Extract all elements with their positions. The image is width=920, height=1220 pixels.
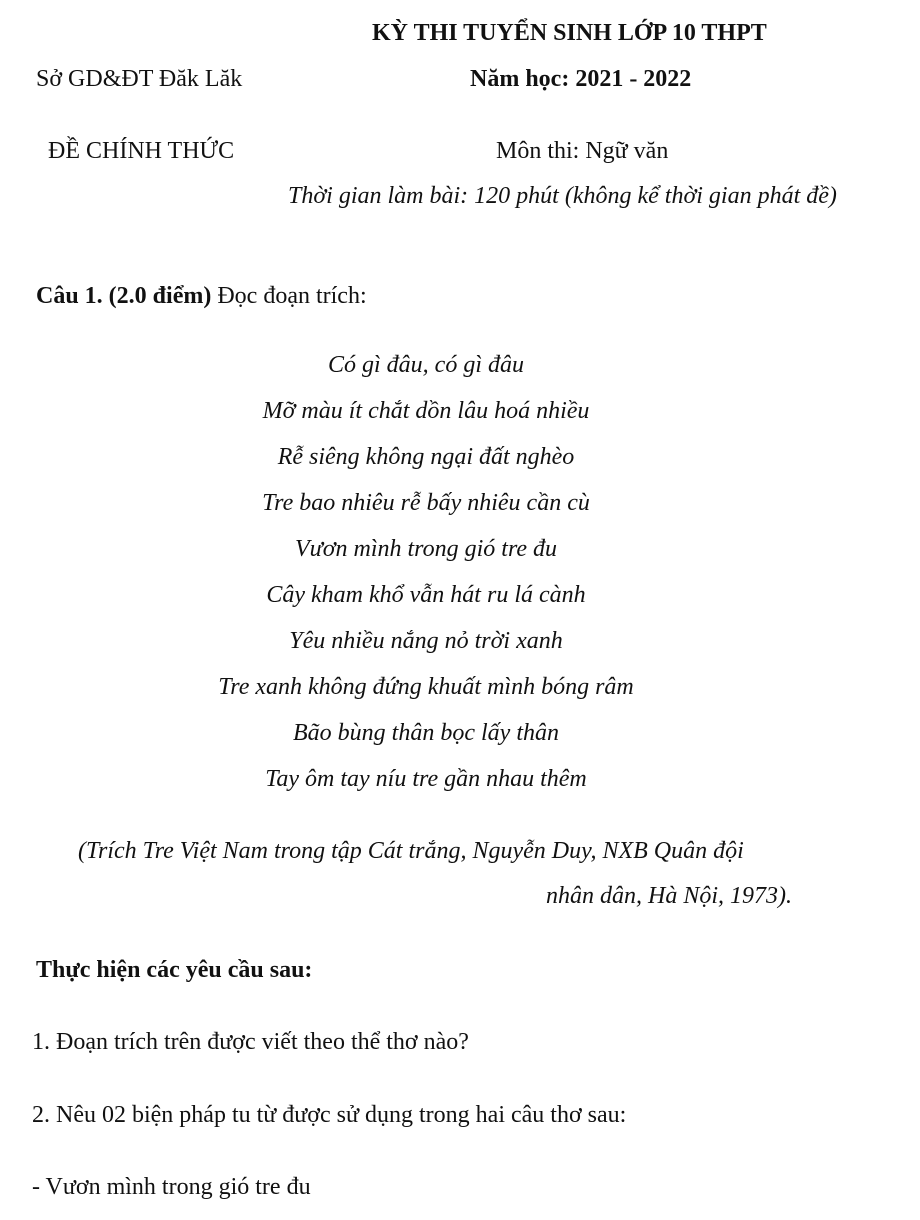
poem-line: Vươn mình trong gió tre đu xyxy=(294,536,558,562)
quoted-poem-line: - Vươn mình trong gió tre đu xyxy=(32,1174,311,1200)
task-item-2: 2. Nêu 02 biện pháp tu từ được sử dụng trong hai câu thơ sau: xyxy=(32,1102,627,1128)
official-exam-label: ĐỀ CHÍNH THỨC xyxy=(48,138,235,164)
question-1-label: Câu 1. (2.0 điểm) xyxy=(36,283,212,309)
poem-line: Tre xanh không đứng khuất mình bóng râm xyxy=(218,674,634,700)
department-name: Sở GD&ĐT Đăk Lăk xyxy=(36,66,243,92)
question-1-instruction: Đọc đoạn trích: xyxy=(211,283,367,309)
poem-citation-line-2: nhân dân, Hà Nội, 1973). xyxy=(546,883,792,909)
poem-line: Bão bùng thân bọc lấy thân xyxy=(293,720,559,746)
exam-duration: Thời gian làm bài: 120 phút (không kể thời gian phát đề) xyxy=(288,183,837,209)
poem-line: Yêu nhiều nắng nỏ trời xanh xyxy=(289,628,563,654)
poem-line: Tay ôm tay níu tre gần nhau thêm xyxy=(265,766,587,792)
poem-citation-line-1: (Trích Tre Việt Nam trong tập Cát trắng, Nguyễn Duy, NXB Quân đội xyxy=(78,838,744,864)
poem-line: Mỡ màu ít chắt dồn lâu hoá nhiều xyxy=(262,398,590,424)
poem-line: Tre bao nhiêu rễ bấy nhiêu cần cù xyxy=(262,490,590,516)
exam-title: KỲ THI TUYỂN SINH LỚP 10 THPT xyxy=(372,20,767,46)
poem-line: Rễ siêng không ngại đất nghèo xyxy=(277,444,575,470)
question-1-heading xyxy=(36,284,367,308)
tasks-heading: Thực hiện các yêu cầu sau: xyxy=(36,957,313,983)
poem-line: Cây kham khổ vẫn hát ru lá cành xyxy=(266,582,586,608)
school-year: Năm học: 2021 - 2022 xyxy=(470,66,692,92)
poem-excerpt xyxy=(0,350,852,810)
exam-subject: Môn thi: Ngữ văn xyxy=(496,138,669,164)
poem-line: Có gì đâu, có gì đâu xyxy=(328,352,524,378)
task-item-1: 1. Đoạn trích trên được viết theo thể thơ nào? xyxy=(32,1029,469,1055)
